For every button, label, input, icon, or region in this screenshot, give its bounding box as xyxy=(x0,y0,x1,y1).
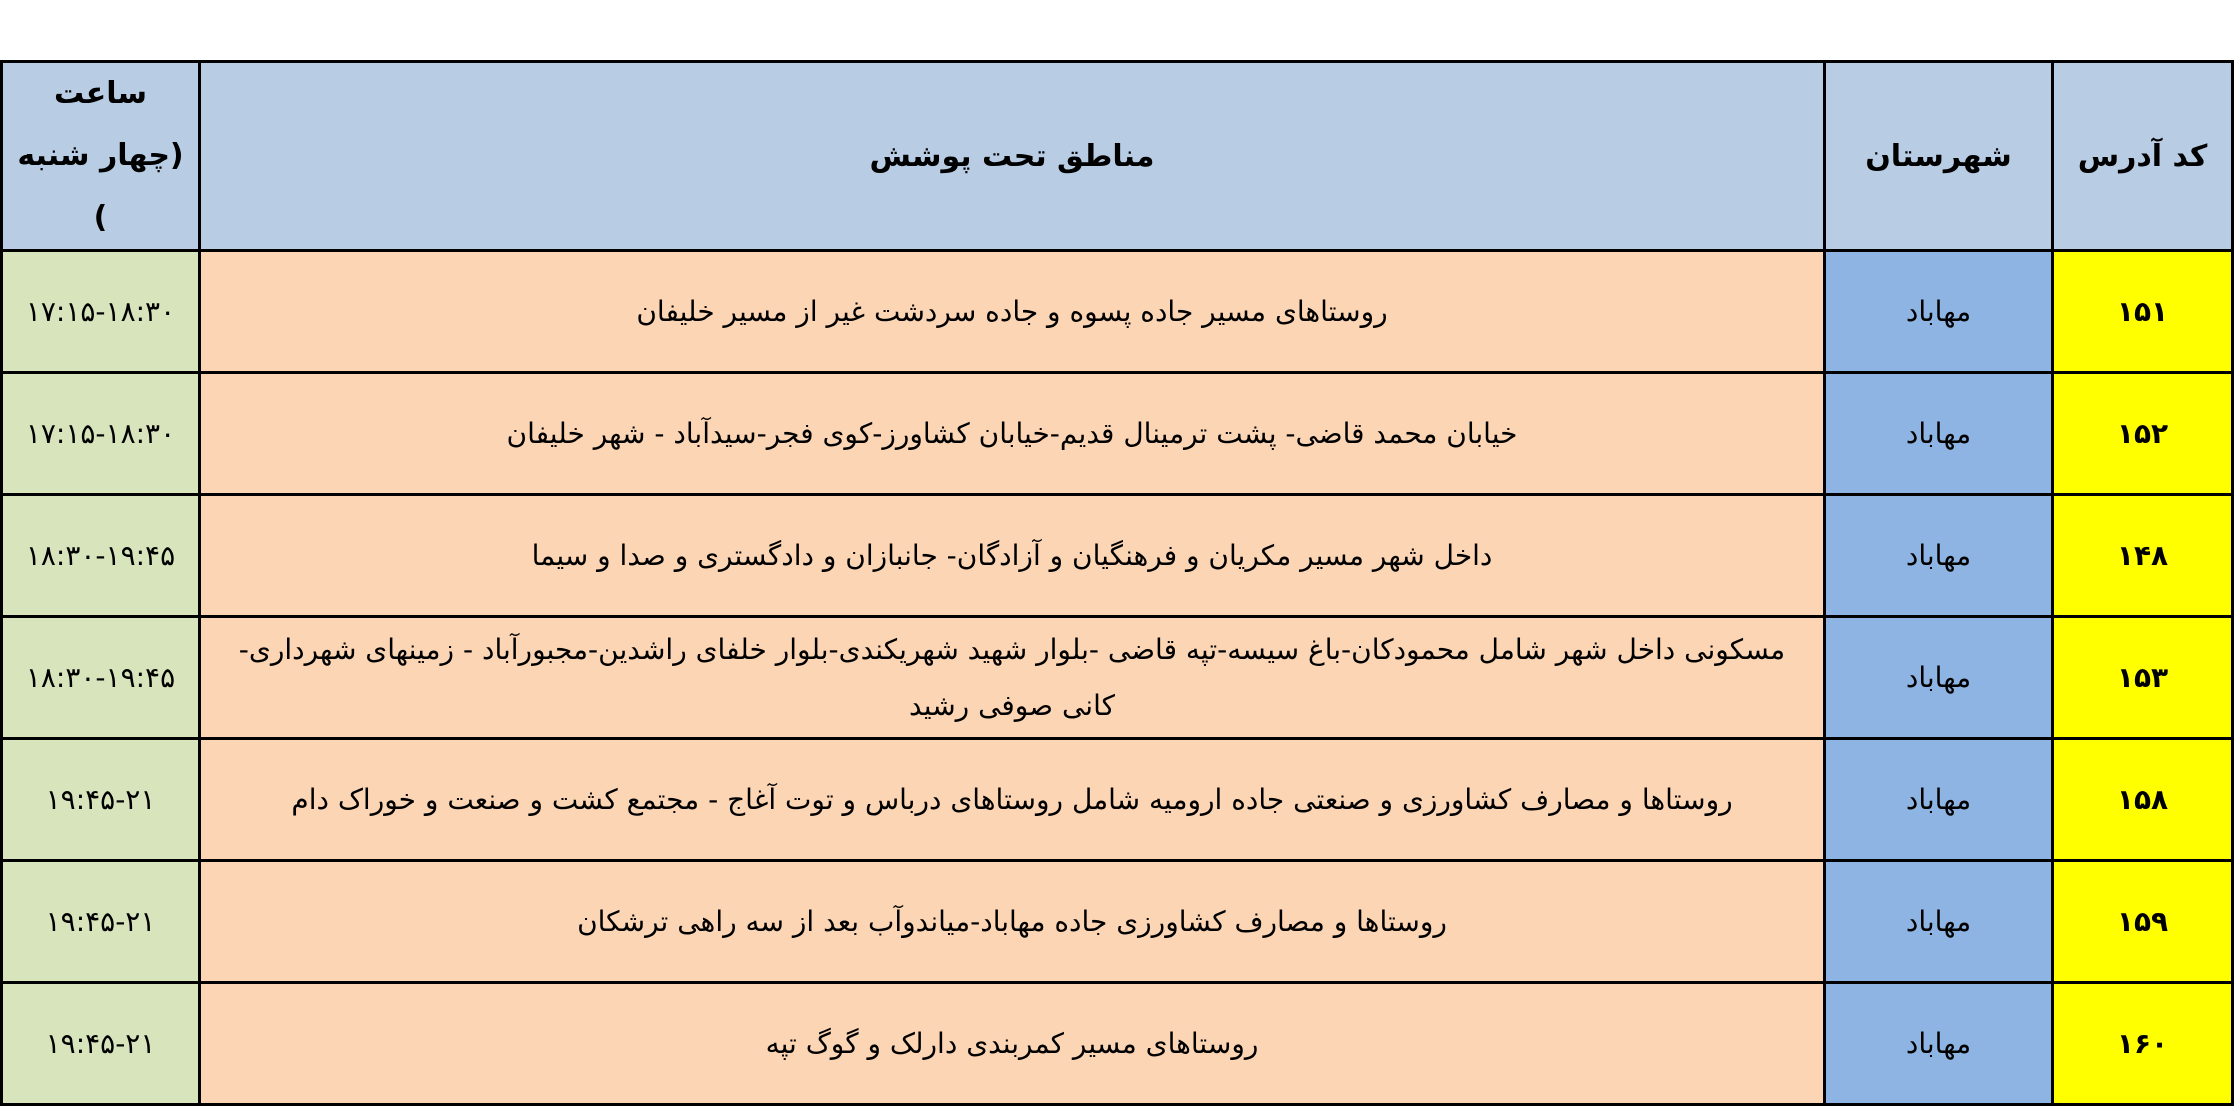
address-code: ۱۴۸ xyxy=(2053,495,2233,617)
header-row xyxy=(2,62,2233,251)
header-time-line2: (چهار شنبه ) xyxy=(17,138,184,235)
time-cell: ۱۹:۴۵-۲۱ xyxy=(2,983,200,1105)
time-cell: ۱۷:۱۵-۱۸:۳۰ xyxy=(2,251,200,373)
address-code: ۱۵۹ xyxy=(2053,861,2233,983)
area-cell: مسکونی داخل شهر شامل محمودکان-باغ سیسه-تپه قاضی -بلوار شهید شهریکندی-بلوار خلفای راشدین-مجبورآباد - زمینهای شهرداری- کانی صوفی رشید xyxy=(200,617,1825,739)
city-cell: مهاباد xyxy=(1825,983,2053,1105)
table-row xyxy=(2,251,2233,373)
table-row xyxy=(2,617,2233,739)
city-cell: مهاباد xyxy=(1825,373,2053,495)
time-cell: ۱۷:۱۵-۱۸:۳۰ xyxy=(2,373,200,495)
area-cell: روستاها و مصارف کشاورزی جاده مهاباد-میاندوآب بعد از سه راهی ترشکان xyxy=(200,861,1825,983)
time-cell: ۱۹:۴۵-۲۱ xyxy=(2,861,200,983)
table-row xyxy=(2,739,2233,861)
city-cell: مهاباد xyxy=(1825,495,2053,617)
outage-schedule-table xyxy=(0,60,2234,1106)
city-cell: مهاباد xyxy=(1825,617,2053,739)
city-cell: مهاباد xyxy=(1825,739,2053,861)
header-code: کد آدرس xyxy=(2053,62,2233,251)
time-cell: ۱۸:۳۰-۱۹:۴۵ xyxy=(2,617,200,739)
city-cell: مهاباد xyxy=(1825,251,2053,373)
city-cell: مهاباد xyxy=(1825,861,2053,983)
address-code: ۱۵۱ xyxy=(2053,251,2233,373)
header-area: مناطق تحت پوشش xyxy=(200,62,1825,251)
address-code: ۱۵۸ xyxy=(2053,739,2233,861)
area-cell: داخل شهر مسیر مکریان و فرهنگیان و آزادگان- جانبازان و دادگستری و صدا و سیما xyxy=(200,495,1825,617)
table-row xyxy=(2,983,2233,1105)
table-row xyxy=(2,373,2233,495)
header-time-line1: ساعت xyxy=(53,76,148,111)
header-city: شهرستان xyxy=(1825,62,2053,251)
table-row xyxy=(2,861,2233,983)
area-cell: روستاهای مسیر جاده پسوه و جاده سردشت غیر از مسیر خلیفان xyxy=(200,251,1825,373)
table-row xyxy=(2,495,2233,617)
area-cell: روستاها و مصارف کشاورزی و صنعتی جاده ارومیه شامل روستاهای درباس و توت آغاج - مجتمع کشت و صنعت و خوراک دام xyxy=(200,739,1825,861)
address-code: ۱۶۰ xyxy=(2053,983,2233,1105)
time-cell: ۱۸:۳۰-۱۹:۴۵ xyxy=(2,495,200,617)
area-cell: خیابان محمد قاضی- پشت ترمینال قدیم-خیابان کشاورز-کوی فجر-سیدآباد - شهر خلیفان xyxy=(200,373,1825,495)
header-time xyxy=(2,62,200,251)
address-code: ۱۵۲ xyxy=(2053,373,2233,495)
address-code: ۱۵۳ xyxy=(2053,617,2233,739)
area-cell: روستاهای مسیر کمربندی دارلک و گوگ تپه xyxy=(200,983,1825,1105)
time-cell: ۱۹:۴۵-۲۱ xyxy=(2,739,200,861)
